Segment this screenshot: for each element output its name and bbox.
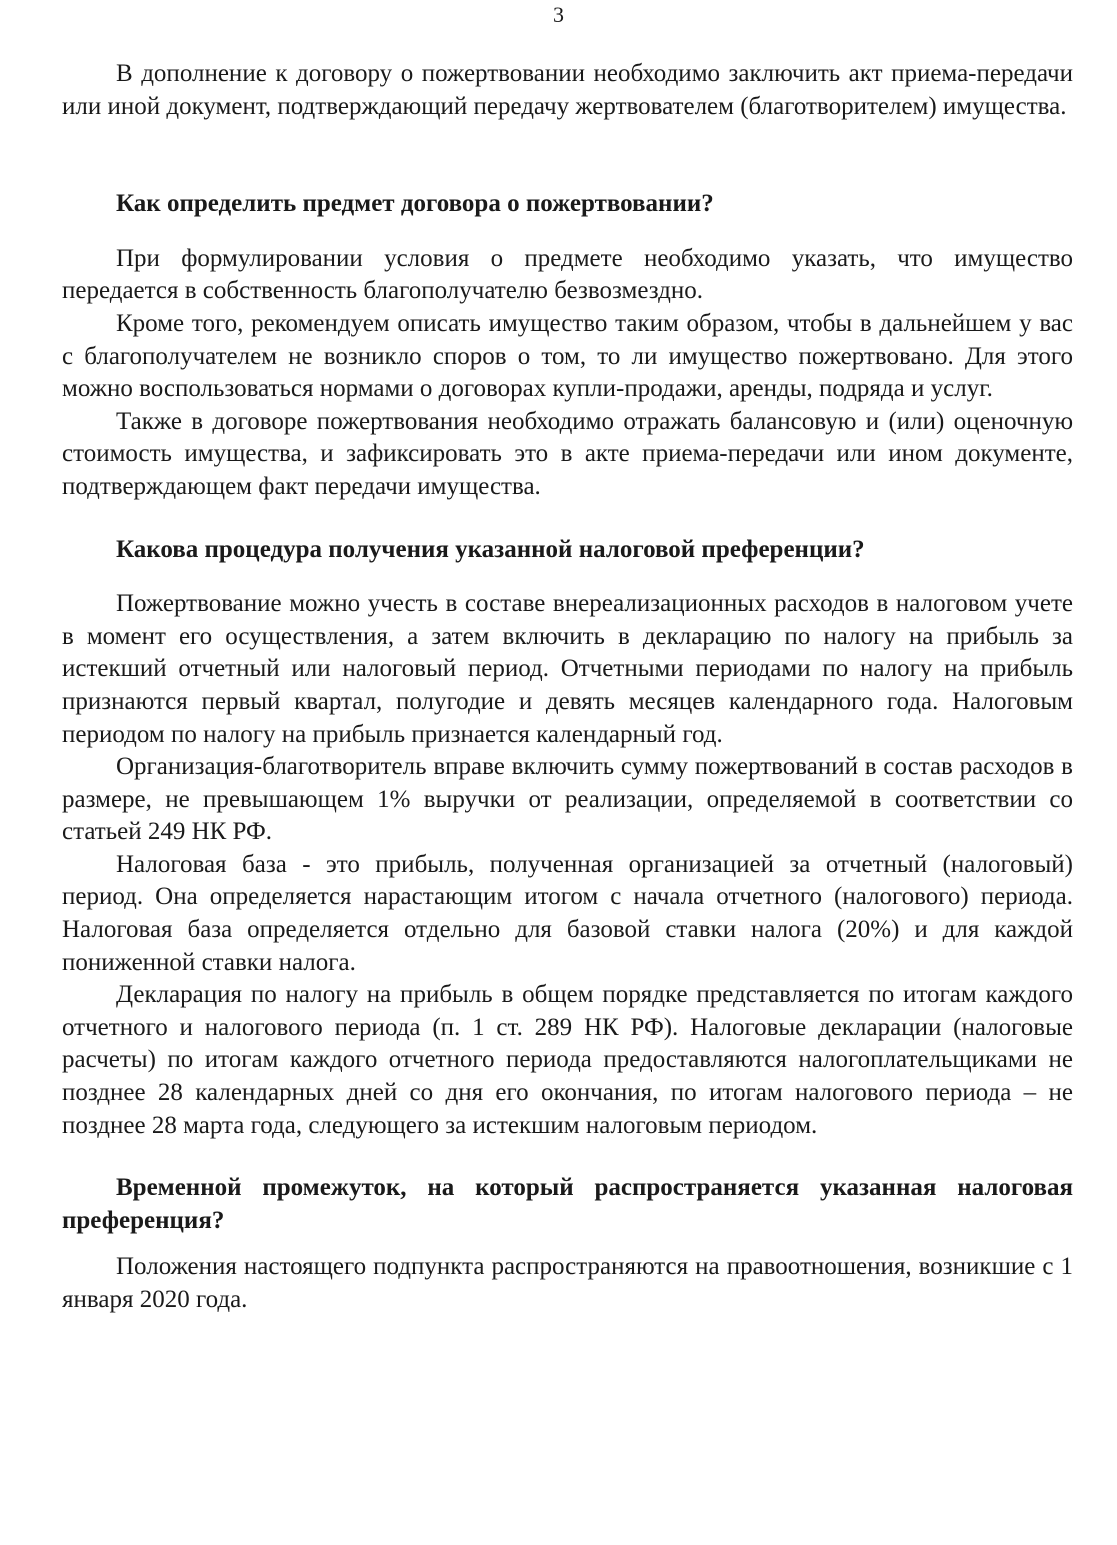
heading-procedure: Какова процедура получения указанной налоговой преференции? bbox=[116, 535, 865, 563]
heading-time-period: Временной промежуток, на который распространяется указанная налоговая преференция? bbox=[62, 1174, 1073, 1234]
paragraph: Организация-благотворитель вправе включить сумму пожертвований в состав расходов в размере, не превышающем 1% выручки от реализации, определяемой в соответствии со статьей 249 НК РФ. bbox=[62, 753, 1073, 846]
document-body bbox=[62, 58, 1073, 1317]
paragraph: Кроме того, рекомендуем описать имущество таким образом, чтобы в дальнейшем у вас с благополучателем не возникло споров о том, то ли имущество пожертвовано. Для этого можно воспользоваться нормами о договорах купли-продажи, аренды, подряда и услуг. bbox=[62, 309, 1073, 403]
heading-contract-subject: Как определить предмет договора о пожертвовании? bbox=[116, 190, 714, 218]
intro-paragraph: В дополнение к договору о пожертвовании необходимо заключить акт приема-передачи или иной документ, подтверждающий передачу жертвователем (благотворителем) имущества. bbox=[62, 60, 1073, 120]
page-number: 3 bbox=[553, 2, 564, 27]
paragraph: Положения настоящего подпункта распространяются на правоотношения, возникшие с 1 января 2020 года. bbox=[62, 1253, 1073, 1313]
paragraph: Налоговая база - это прибыль, полученная организацией за отчетный (налоговый) период. Она определяется нарастающим итогом с начала отчетного (налогового) периода. Налоговая база определяется отдельно для базовой ставки налога (20%) и для каждой пониженной ставки налога. bbox=[62, 850, 1073, 976]
paragraph: Декларация по налогу на прибыль в общем порядке представляется по итогам каждого отчетного и налогового периода (п. 1 ст. 289 НК РФ). Налоговые декларации (налоговые расчеты) по итогам каждого отчетного периода предоставляются налогоплательщиками не позднее 28 календарных дней со дня его окончания, по итогам налогового периода – не позднее 28 марта года, следующего за истекшим налоговым периодом. bbox=[62, 981, 1073, 1139]
paragraph: Также в договоре пожертвования необходимо отражать балансовую и (или) оценочную стоимость имущества, и зафиксировать это в акте приема-передачи или ином документе, подтверждающем факт передачи имущества. bbox=[62, 407, 1073, 500]
paragraph: При формулировании условия о предмете необходимо указать, что имущество передается в собственность благополучателю безвозмездно. bbox=[62, 244, 1073, 305]
paragraph: Пожертвование можно учесть в составе внереализационных расходов в налоговом учете в момент его осуществления, а затем включить в декларацию по налогу на прибыль за истекший отчетный или налоговый период. Отчетными периодами по налогу на прибыль признаются первый квартал, полугодие и девять месяцев календарного года. Налоговым периодом по налогу на прибыль признается календарный год. bbox=[62, 590, 1073, 748]
